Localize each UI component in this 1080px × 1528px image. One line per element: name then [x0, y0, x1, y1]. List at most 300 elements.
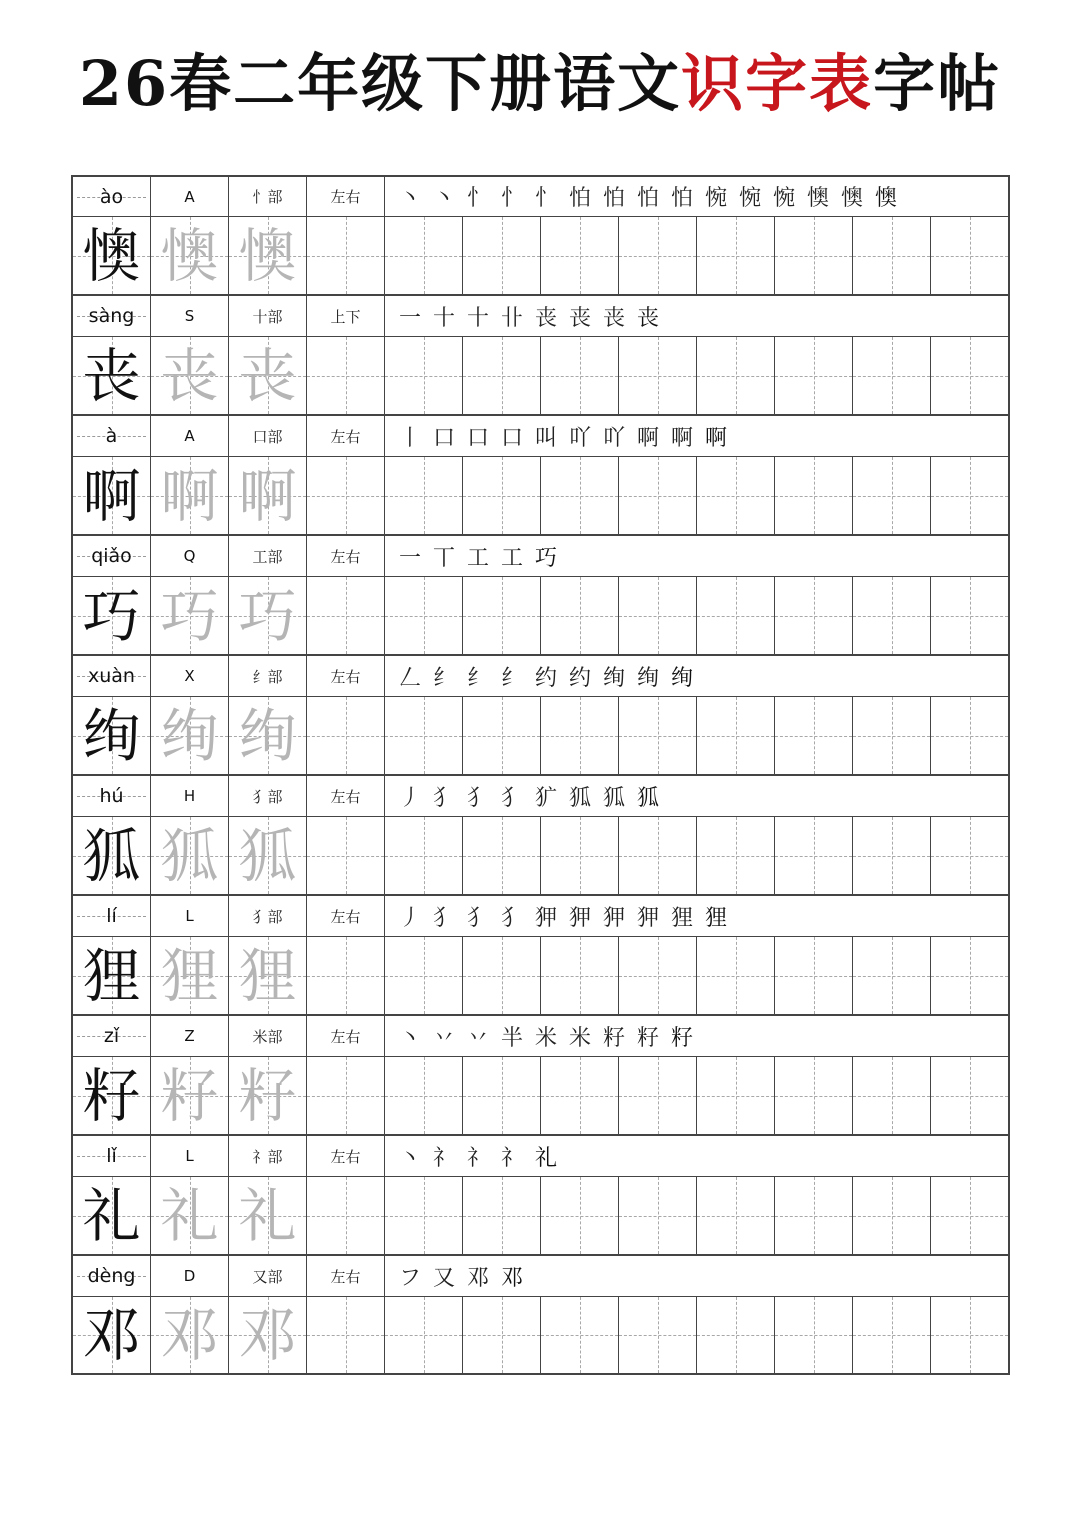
blank-writing-cell[interactable]: [853, 457, 931, 534]
stroke-step: 狐: [602, 785, 625, 811]
writing-grid: [71, 577, 1010, 655]
blank-writing-cell[interactable]: [775, 577, 853, 654]
model-cell: [73, 817, 151, 894]
stroke-order: [385, 1016, 1008, 1056]
trace-character: 狐: [160, 821, 219, 890]
trace-cell: [151, 697, 229, 774]
stroke-step: 丶: [398, 1025, 421, 1051]
model-character: 啊: [82, 461, 141, 530]
info-row: [71, 295, 1010, 337]
model-character: 籽: [82, 1061, 141, 1130]
stroke-step: 犭: [500, 785, 523, 811]
character-entry: [71, 1255, 1010, 1375]
trace-cell: [229, 1057, 307, 1134]
blank-writing-cell[interactable]: [541, 697, 619, 774]
structure: 左右: [330, 787, 361, 806]
trace-character: 狸: [238, 941, 297, 1010]
model-character: 狸: [82, 941, 141, 1010]
structure: 左右: [330, 667, 361, 686]
radical: 又部: [252, 1267, 283, 1286]
radical-cell: [229, 177, 307, 216]
stroke-step: 丅: [432, 545, 455, 571]
initial-letter-cell: [151, 1016, 229, 1056]
blank-writing-cell[interactable]: [463, 817, 541, 894]
radical-cell: [229, 896, 307, 936]
structure-cell: [307, 1016, 385, 1056]
initial-letter: S: [184, 307, 195, 325]
trace-character: 绚: [160, 701, 219, 770]
blank-writing-cell[interactable]: [307, 1177, 385, 1254]
blank-writing-cell[interactable]: [619, 817, 697, 894]
stroke-step: 犭: [466, 905, 489, 931]
trace-character: 绚: [238, 701, 297, 770]
blank-writing-cell[interactable]: [853, 937, 931, 1014]
stroke-order: [385, 416, 1008, 456]
stroke-step: 吖: [568, 425, 591, 451]
stroke-step: 籽: [602, 1025, 625, 1051]
pinyin: à: [105, 425, 118, 447]
trace-cell: [151, 1057, 229, 1134]
radical: 忄部: [252, 188, 283, 206]
trace-cell: [151, 1297, 229, 1373]
character-entry: [71, 295, 1010, 415]
initial-letter: D: [183, 1267, 196, 1285]
stroke-step: 懊: [806, 186, 829, 211]
blank-writing-cell[interactable]: [463, 1057, 541, 1134]
character-entry: [71, 655, 1010, 775]
model-character: 狐: [82, 821, 141, 890]
pinyin: dèng: [87, 1265, 136, 1287]
blank-writing-cell[interactable]: [541, 1057, 619, 1134]
title-highlight: 识字表: [681, 47, 874, 120]
stroke-step: 半: [500, 1025, 523, 1051]
pinyin: qiǎo: [91, 545, 132, 567]
info-row: [71, 1135, 1010, 1177]
blank-writing-cell[interactable]: [931, 577, 1008, 654]
stroke-step: 口: [432, 425, 455, 451]
stroke-step: 啊: [704, 425, 727, 451]
stroke-step: 十: [466, 305, 489, 331]
blank-writing-cell[interactable]: [463, 697, 541, 774]
blank-writing-cell[interactable]: [619, 457, 697, 534]
trace-cell: [151, 1177, 229, 1254]
blank-writing-cell[interactable]: [385, 1177, 463, 1254]
blank-writing-cell[interactable]: [307, 1297, 385, 1373]
radical-cell: [229, 416, 307, 456]
blank-writing-cell[interactable]: [307, 457, 385, 534]
blank-writing-cell[interactable]: [775, 1297, 853, 1373]
blank-writing-cell[interactable]: [697, 217, 775, 294]
blank-writing-cell[interactable]: [697, 337, 775, 414]
stroke-step: 籽: [636, 1025, 659, 1051]
info-row: [71, 415, 1010, 457]
stroke-step: 邓: [500, 1265, 523, 1291]
pinyin-cell: [73, 416, 151, 456]
pinyin-cell: [73, 177, 151, 216]
blank-writing-cell[interactable]: [307, 577, 385, 654]
model-character: 丧: [82, 341, 141, 410]
title-main: 26春二年级下册语文: [78, 47, 682, 120]
character-entry: [71, 775, 1010, 895]
blank-writing-cell[interactable]: [385, 937, 463, 1014]
info-row: [71, 535, 1010, 577]
structure-cell: [307, 1136, 385, 1176]
blank-writing-cell[interactable]: [385, 1297, 463, 1373]
stroke-step: 绚: [636, 665, 659, 691]
structure: 左右: [330, 1147, 361, 1166]
radical: 米部: [252, 1027, 283, 1046]
trace-cell: [229, 817, 307, 894]
blank-writing-cell[interactable]: [619, 1057, 697, 1134]
stroke-step: 米: [534, 1025, 557, 1051]
trace-cell: [229, 577, 307, 654]
stroke-step: 惋: [704, 186, 727, 211]
stroke-step: 狸: [670, 905, 693, 931]
trace-cell: [229, 1177, 307, 1254]
stroke-step: 狎: [636, 905, 659, 931]
blank-writing-cell[interactable]: [619, 337, 697, 414]
title-tail: 字帖: [873, 47, 1002, 120]
character-entry: [71, 175, 1010, 295]
blank-writing-cell[interactable]: [697, 817, 775, 894]
blank-writing-cell[interactable]: [697, 697, 775, 774]
blank-writing-cell[interactable]: [463, 1297, 541, 1373]
blank-writing-cell[interactable]: [775, 457, 853, 534]
stroke-step: 懊: [874, 186, 897, 211]
trace-character: 巧: [160, 581, 219, 650]
blank-writing-cell[interactable]: [931, 1297, 1008, 1373]
blank-writing-cell[interactable]: [619, 217, 697, 294]
blank-writing-cell[interactable]: [853, 817, 931, 894]
writing-grid: [71, 217, 1010, 295]
radical-cell: [229, 296, 307, 336]
blank-writing-cell[interactable]: [385, 577, 463, 654]
model-cell: [73, 1057, 151, 1134]
writing-grid: [71, 337, 1010, 415]
stroke-step: 约: [568, 665, 591, 691]
trace-cell: [151, 337, 229, 414]
stroke-step: 绚: [670, 665, 693, 691]
trace-character: 啊: [160, 461, 219, 530]
pinyin-cell: [73, 896, 151, 936]
blank-writing-cell[interactable]: [619, 1297, 697, 1373]
structure: 左右: [330, 427, 361, 446]
initial-letter-cell: [151, 896, 229, 936]
stroke-order: [385, 536, 1008, 576]
blank-writing-cell[interactable]: [931, 1177, 1008, 1254]
stroke-step: 惋: [772, 186, 795, 211]
stroke-step: 怕: [602, 186, 625, 211]
blank-writing-cell[interactable]: [463, 457, 541, 534]
pinyin-cell: [73, 1136, 151, 1176]
radical-cell: [229, 776, 307, 816]
blank-writing-cell[interactable]: [853, 577, 931, 654]
stroke-step: 工: [466, 545, 489, 571]
stroke-step: 犭: [432, 785, 455, 811]
blank-writing-cell[interactable]: [697, 1057, 775, 1134]
stroke-step: 叫: [534, 425, 557, 451]
initial-letter: L: [185, 907, 194, 925]
trace-cell: [151, 817, 229, 894]
stroke-step: 犭: [466, 785, 489, 811]
stroke-step: 纟: [500, 665, 523, 691]
stroke-step: 犭: [500, 905, 523, 931]
radical: 犭部: [252, 787, 283, 806]
stroke-step: 口: [466, 425, 489, 451]
writing-grid: [71, 1297, 1010, 1375]
blank-writing-cell[interactable]: [853, 1297, 931, 1373]
pinyin: hú: [99, 785, 124, 807]
blank-writing-cell[interactable]: [541, 817, 619, 894]
initial-letter-cell: [151, 776, 229, 816]
stroke-step: 巧: [534, 545, 557, 571]
stroke-step: 丿: [398, 905, 421, 931]
pinyin-cell: [73, 1016, 151, 1056]
radical-cell: [229, 1136, 307, 1176]
blank-writing-cell[interactable]: [463, 1177, 541, 1254]
blank-writing-cell[interactable]: [931, 217, 1008, 294]
blank-writing-cell[interactable]: [463, 577, 541, 654]
radical: 纟部: [252, 667, 283, 686]
stroke-step: 纟: [432, 665, 455, 691]
writing-grid: [71, 1057, 1010, 1135]
blank-writing-cell[interactable]: [541, 577, 619, 654]
stroke-step: 怕: [568, 186, 591, 211]
blank-writing-cell[interactable]: [541, 337, 619, 414]
character-entry: [71, 1135, 1010, 1255]
structure: 左右: [330, 1027, 361, 1046]
model-character: 懊: [82, 221, 141, 290]
initial-letter-cell: [151, 1136, 229, 1176]
radical: 犭部: [252, 907, 283, 926]
blank-writing-cell[interactable]: [619, 1177, 697, 1254]
radical: 礻部: [252, 1147, 283, 1166]
trace-character: 啊: [238, 461, 297, 530]
info-row: [71, 1015, 1010, 1057]
blank-writing-cell[interactable]: [463, 217, 541, 294]
stroke-step: 丧: [534, 305, 557, 331]
model-character: 巧: [82, 581, 141, 650]
blank-writing-cell[interactable]: [385, 337, 463, 414]
blank-writing-cell[interactable]: [775, 1177, 853, 1254]
stroke-step: 工: [500, 545, 523, 571]
stroke-step: 纟: [466, 665, 489, 691]
model-cell: [73, 217, 151, 294]
stroke-step: 一: [398, 545, 421, 571]
blank-writing-cell[interactable]: [853, 337, 931, 414]
structure: 左右: [330, 188, 361, 206]
stroke-step: 狎: [534, 905, 557, 931]
stroke-step: 忄: [466, 186, 489, 211]
trace-cell: [151, 457, 229, 534]
blank-writing-cell[interactable]: [619, 577, 697, 654]
blank-writing-cell[interactable]: [931, 817, 1008, 894]
radical-cell: [229, 1016, 307, 1056]
info-row: [71, 655, 1010, 697]
stroke-step: 丶: [432, 186, 455, 211]
character-entry: [71, 415, 1010, 535]
trace-cell: [229, 337, 307, 414]
blank-writing-cell[interactable]: [385, 457, 463, 534]
model-character: 邓: [82, 1301, 141, 1369]
stroke-step: 怕: [670, 186, 693, 211]
initial-letter: H: [183, 787, 196, 805]
stroke-step: 犭: [432, 905, 455, 931]
blank-writing-cell[interactable]: [853, 697, 931, 774]
initial-letter: A: [184, 427, 195, 445]
blank-writing-cell[interactable]: [541, 217, 619, 294]
stroke-step: 绚: [602, 665, 625, 691]
stroke-step: 一: [398, 305, 421, 331]
trace-character: 懊: [160, 221, 219, 290]
blank-writing-cell[interactable]: [541, 937, 619, 1014]
stroke-order: [385, 776, 1008, 816]
info-row: [71, 775, 1010, 817]
trace-character: 懊: [238, 221, 297, 290]
radical-cell: [229, 1256, 307, 1296]
blank-writing-cell[interactable]: [931, 1057, 1008, 1134]
blank-writing-cell[interactable]: [775, 1057, 853, 1134]
blank-writing-cell[interactable]: [541, 1297, 619, 1373]
blank-writing-cell[interactable]: [541, 457, 619, 534]
stroke-step: 丶: [398, 186, 421, 211]
model-cell: [73, 1297, 151, 1373]
stroke-order: [385, 177, 1008, 216]
structure: 上下: [330, 307, 361, 326]
stroke-step: 丶: [398, 1145, 421, 1171]
blank-writing-cell[interactable]: [307, 1057, 385, 1134]
blank-writing-cell[interactable]: [775, 937, 853, 1014]
stroke-step: 狐: [568, 785, 591, 811]
blank-writing-cell[interactable]: [307, 217, 385, 294]
pinyin: lǐ: [106, 1145, 117, 1167]
stroke-step: 丧: [636, 305, 659, 331]
writing-grid: [71, 817, 1010, 895]
blank-writing-cell[interactable]: [619, 697, 697, 774]
pinyin-cell: [73, 1256, 151, 1296]
stroke-step: 礻: [466, 1145, 489, 1171]
initial-letter: Z: [184, 1027, 195, 1045]
blank-writing-cell[interactable]: [619, 937, 697, 1014]
stroke-step: 忄: [534, 186, 557, 211]
blank-writing-cell[interactable]: [931, 697, 1008, 774]
blank-writing-cell[interactable]: [775, 817, 853, 894]
trace-character: 邓: [160, 1301, 219, 1369]
pinyin: xuàn: [88, 665, 135, 687]
blank-writing-cell[interactable]: [385, 697, 463, 774]
pinyin: lí: [106, 905, 117, 927]
initial-letter: A: [184, 187, 195, 206]
blank-writing-cell[interactable]: [931, 337, 1008, 414]
pinyin-cell: [73, 656, 151, 696]
structure: 左右: [330, 907, 361, 926]
stroke-step: 口: [500, 425, 523, 451]
stroke-step: 丷: [432, 1025, 455, 1051]
structure: 左右: [330, 1267, 361, 1286]
blank-writing-cell[interactable]: [385, 1057, 463, 1134]
blank-writing-cell[interactable]: [931, 937, 1008, 1014]
blank-writing-cell[interactable]: [853, 1057, 931, 1134]
trace-character: 籽: [160, 1061, 219, 1130]
model-cell: [73, 457, 151, 534]
blank-writing-cell[interactable]: [463, 937, 541, 1014]
structure-cell: [307, 177, 385, 216]
character-entry: [71, 895, 1010, 1015]
page-title: [0, 44, 1080, 124]
pinyin: ào: [99, 185, 124, 208]
stroke-step: 礻: [500, 1145, 523, 1171]
structure-cell: [307, 656, 385, 696]
structure-cell: [307, 296, 385, 336]
blank-writing-cell[interactable]: [541, 1177, 619, 1254]
blank-writing-cell[interactable]: [775, 337, 853, 414]
blank-writing-cell[interactable]: [697, 937, 775, 1014]
trace-character: 丧: [160, 341, 219, 410]
stroke-step: 约: [534, 665, 557, 691]
stroke-step: 𠃋: [398, 665, 421, 691]
character-entry: [71, 535, 1010, 655]
model-character: 礼: [82, 1181, 141, 1250]
stroke-step: 卝: [500, 305, 523, 331]
blank-writing-cell[interactable]: [307, 937, 385, 1014]
model-character: 绚: [82, 701, 141, 770]
initial-letter-cell: [151, 416, 229, 456]
stroke-step: 啊: [670, 425, 693, 451]
blank-writing-cell[interactable]: [853, 217, 931, 294]
stroke-step: 惋: [738, 186, 761, 211]
writing-grid: [71, 697, 1010, 775]
blank-writing-cell[interactable]: [385, 817, 463, 894]
blank-writing-cell[interactable]: [697, 1177, 775, 1254]
info-row: [71, 895, 1010, 937]
blank-writing-cell[interactable]: [307, 697, 385, 774]
model-cell: [73, 337, 151, 414]
stroke-step: 啊: [636, 425, 659, 451]
blank-writing-cell[interactable]: [307, 337, 385, 414]
blank-writing-cell[interactable]: [931, 457, 1008, 534]
stroke-step: フ: [398, 1265, 421, 1291]
stroke-step: 狐: [636, 785, 659, 811]
blank-writing-cell[interactable]: [697, 1297, 775, 1373]
blank-writing-cell[interactable]: [775, 697, 853, 774]
trace-cell: [229, 937, 307, 1014]
initial-letter-cell: [151, 1256, 229, 1296]
blank-writing-cell[interactable]: [697, 457, 775, 534]
writing-grid: [71, 937, 1010, 1015]
blank-writing-cell[interactable]: [385, 217, 463, 294]
character-entry: [71, 1015, 1010, 1135]
trace-character: 狸: [160, 941, 219, 1010]
blank-writing-cell[interactable]: [307, 817, 385, 894]
stroke-order: [385, 296, 1008, 336]
info-row: [71, 175, 1010, 217]
trace-character: 礼: [160, 1181, 219, 1250]
trace-character: 礼: [238, 1181, 297, 1250]
stroke-step: 丷: [466, 1025, 489, 1051]
blank-writing-cell[interactable]: [775, 217, 853, 294]
stroke-step: 丿: [398, 785, 421, 811]
structure-cell: [307, 776, 385, 816]
pinyin: sàng: [88, 305, 135, 327]
trace-cell: [229, 1297, 307, 1373]
trace-character: 狐: [238, 821, 297, 890]
stroke-step: 忄: [500, 186, 523, 211]
blank-writing-cell[interactable]: [697, 577, 775, 654]
blank-writing-cell[interactable]: [463, 337, 541, 414]
radical: 口部: [252, 427, 283, 446]
stroke-step: 狎: [602, 905, 625, 931]
blank-writing-cell[interactable]: [853, 1177, 931, 1254]
